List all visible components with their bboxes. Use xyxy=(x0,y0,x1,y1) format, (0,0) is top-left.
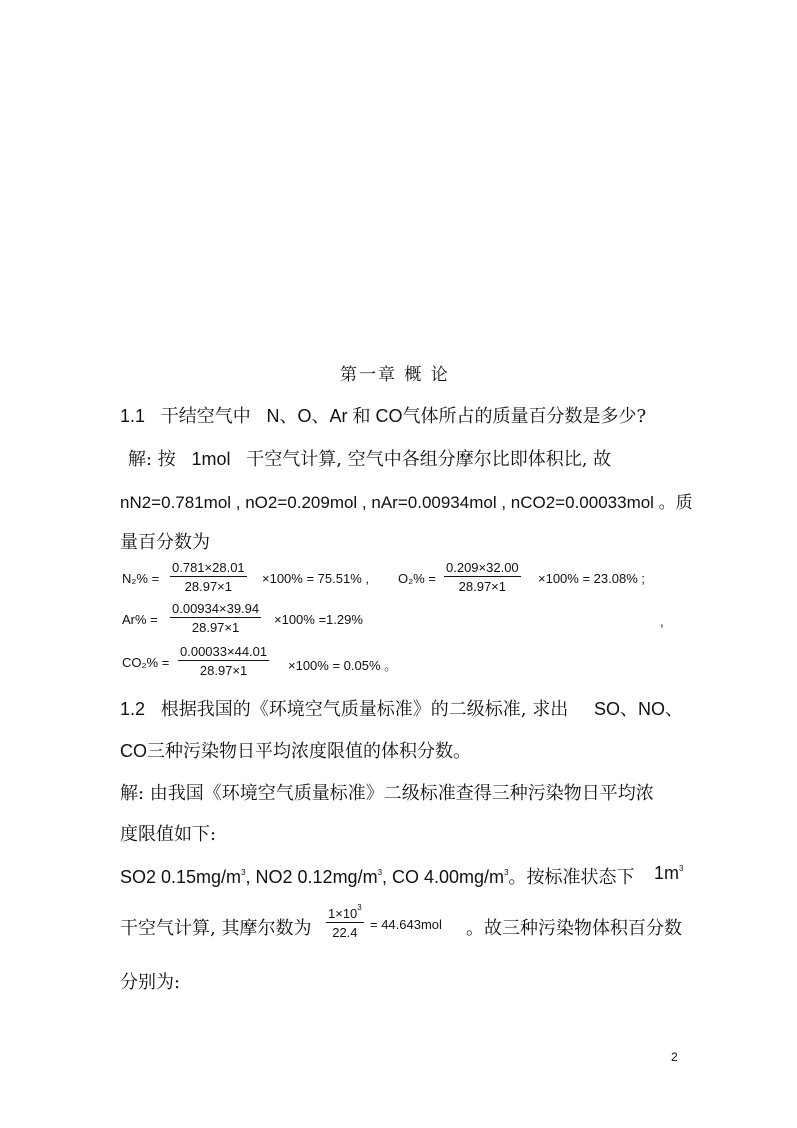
question-1-1 xyxy=(120,402,646,428)
formula-n2-lhs: N₂% = xyxy=(122,571,160,586)
value-so2: SO2 0.15mg/m xyxy=(120,867,242,887)
formula-n2-rhs: ×100% = 75.51% , xyxy=(262,571,369,586)
fraction-numerator: 0.781×28.01 xyxy=(172,560,245,575)
value-volume xyxy=(654,863,683,884)
question-species: CO xyxy=(120,741,147,761)
value-text: 。按标准状态下 xyxy=(508,867,635,888)
question-text: 根据我国的《环境空气质量标准》的二级标准, 求出 xyxy=(160,699,569,720)
value-co: , CO 4.00mg/m xyxy=(382,867,505,887)
question-text: 三种污染物日平均浓度限值的体积分数。 xyxy=(147,741,471,762)
answer-line-3: 量百分数为 xyxy=(120,532,210,553)
answer-2-line-2: 度限值如下: xyxy=(120,824,217,845)
fraction-denominator: 28.97×1 xyxy=(458,579,506,594)
question-species: N、O、Ar 和 CO xyxy=(266,406,403,426)
answer-2-last-line: 分别为: xyxy=(120,972,181,993)
question-number: 1.1 xyxy=(120,406,146,426)
answer-basis: 1mol xyxy=(191,449,231,469)
superscript: 3 xyxy=(357,903,362,912)
formula-ar-lhs: Ar% = xyxy=(122,612,158,627)
formula-ar-rhs: ×100% =1.29% xyxy=(274,612,363,627)
calc-fraction xyxy=(326,903,364,940)
superscript: 3 xyxy=(504,868,509,877)
formula-o2-lhs: O₂% = xyxy=(398,571,436,586)
question-number: 1.2 xyxy=(120,699,146,719)
calc-result: = 44.643mol xyxy=(370,917,442,932)
superscript: 3 xyxy=(377,868,383,877)
formula-co2-fraction xyxy=(178,644,269,678)
fraction-numerator: 0.00033×44.01 xyxy=(180,644,268,659)
formula-n2-fraction xyxy=(170,560,247,594)
fraction-denominator: 28.97×1 xyxy=(184,579,232,594)
answer-2-values xyxy=(120,863,635,889)
superscript: 3 xyxy=(241,868,246,877)
formula-o2-fraction xyxy=(444,560,521,594)
volume-unit: 1m xyxy=(654,863,680,883)
answer-label: 解: 按 xyxy=(128,449,176,470)
question-1-2-line-2 xyxy=(120,737,471,763)
fraction-denominator: 28.97×1 xyxy=(199,663,248,678)
formula-ar-tail: , xyxy=(660,614,664,629)
fraction-numerator: 0.00934×39.94 xyxy=(172,601,260,616)
question-1-2-species: SO、NO、 xyxy=(594,699,684,719)
answer-line-2: nN2=0.781mol , nO2=0.209mol , nAr=0.00934mol , nCO2=0.00033mol 。质 xyxy=(120,493,693,512)
superscript: 3 xyxy=(679,864,684,873)
calc-text: 干空气计算, 其摩尔数为 xyxy=(120,918,312,939)
page-number: 2 xyxy=(671,1050,678,1064)
question-1-2 xyxy=(120,695,568,721)
fraction-denominator: 28.97×1 xyxy=(191,620,240,635)
answer-text: 干空气计算, 空气中各组分摩尔比即体积比, 故 xyxy=(246,449,612,470)
formula-o2-rhs: ×100% = 23.08% ; xyxy=(538,571,645,586)
fraction-denominator: 22.4 xyxy=(332,925,358,940)
answer-line-1 xyxy=(128,445,611,471)
fraction-numerator: 0.209×32.00 xyxy=(446,560,519,575)
answer-2-line-1: 解: 由我国《环境空气质量标准》二级标准查得三种污染物日平均浓 xyxy=(120,783,654,804)
value-no2: , NO2 0.12mg/m xyxy=(245,867,378,887)
formula-co2-rhs: ×100% = 0.05% 。 xyxy=(288,658,398,673)
formula-ar-fraction xyxy=(170,601,261,635)
chapter-title: 第一章 概 论 xyxy=(340,365,450,385)
formula-co2-lhs: CO₂% = xyxy=(122,655,170,670)
calc-tail: 。故三种污染物体积百分数 xyxy=(466,918,682,939)
fraction-numerator: $1\times 10^3$ xyxy=(328,903,362,921)
question-text: 干结空气中 xyxy=(160,406,251,427)
question-text-tail: 气体所占的质量百分数是多少? xyxy=(402,406,647,427)
